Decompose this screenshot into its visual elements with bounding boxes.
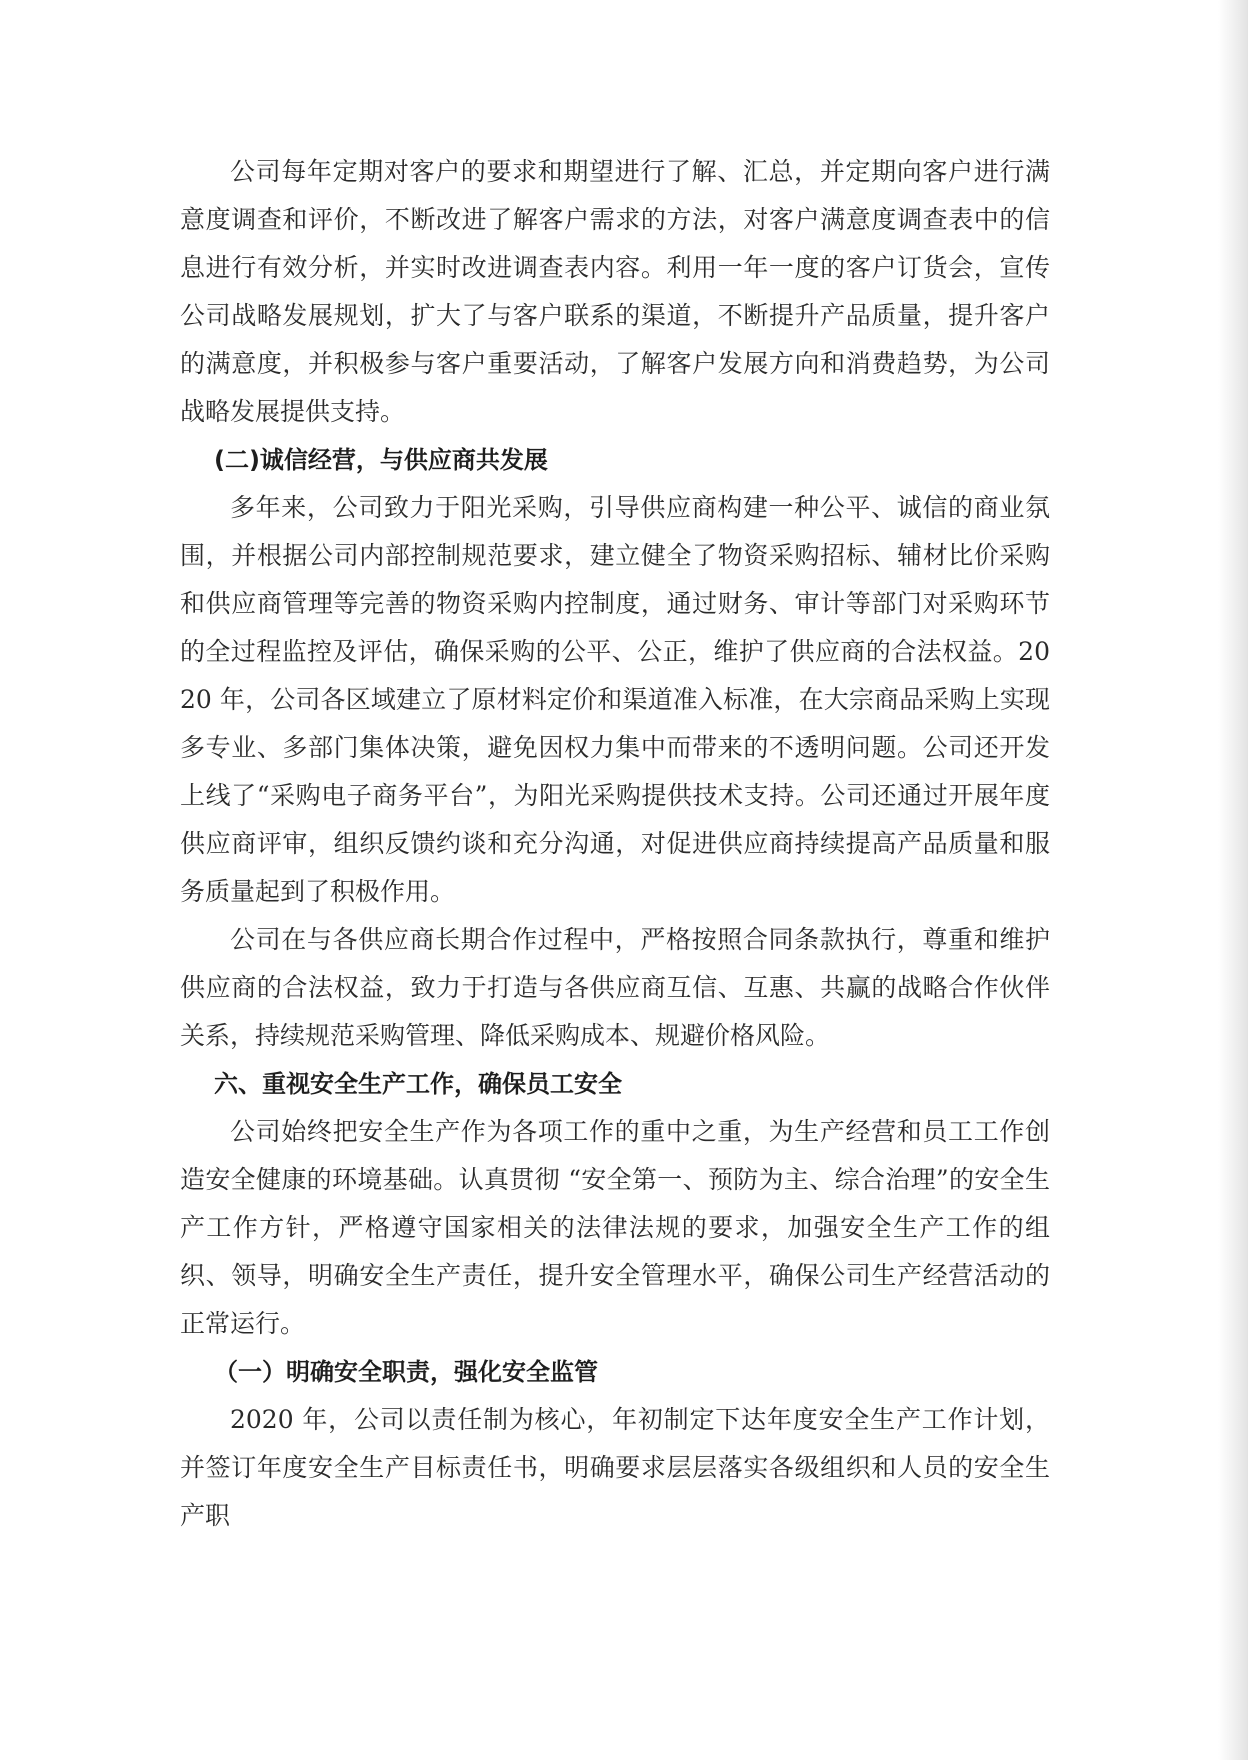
scan-shadow-edge [1218,0,1248,1760]
paragraph-sunshine-procurement: 多年来，公司致力于阳光采购，引导供应商构建一种公平、诚信的商业氛围，并根据公司内部控制规范要求，建立健全了物资采购招标、辅材比价采购和供应商管理等完善的物资采购内控制度，通过财务、审计等部门对采购环节的全过程监控及评估，确保采购的公平、公正，维护了供应商的合法权益。2020 年，公司各区域建立了原材料定价和渠道准入标准，在大宗商品采购上实现多专业、多部门集体决策，避免因权力集中而带来的不透明问题。公司还开发上线了“采购电子商务平台”，为阳光采购提供技术支持。公司还通过开展年度供应商评审，组织反馈约谈和充分沟通，对促进供应商持续提高产品质量和服务质量起到了积极作用。 [180,493,1050,906]
document-page [180,148,1050,1540]
paragraph-customer-satisfaction: 公司每年定期对客户的要求和期望进行了解、汇总，并定期向客户进行满意度调查和评价，不断改进了解客户需求的方法，对客户满意度调查表中的信息进行有效分析，并实时改进调查表内容。利用一年一度的客户订货会，宣传公司战略发展规划，扩大了与客户联系的渠道，不断提升产品质量，提升客户的满意度，并积极参与客户重要活动，了解客户发展方向和消费趋势，为公司战略发展提供支持。 [180,157,1050,426]
paragraph-supplier-cooperation: 公司在与各供应商长期合作过程中，严格按照合同条款执行，尊重和维护供应商的合法权益，致力于打造与各供应商互信、互惠、共赢的战略合作伙伴关系，持续规范采购管理、降低采购成本、规避价格风险。 [180,925,1050,1050]
section-heading-supplier-integrity: (二)诚信经营，与供应商共发展 [214,446,548,474]
paragraph-safety-policy: 公司始终把安全生产作为各项工作的重中之重，为生产经营和员工工作创造安全健康的环境基础。认真贯彻 “安全第一、预防为主、综合治理”的安全生产工作方针，严格遵守国家相关的法律法规的要求，加强安全生产工作的组织、领导，明确安全生产责任，提升安全管理水平，确保公司生产经营活动的正常运行。 [180,1117,1050,1338]
section-heading-safety-production: 六、重视安全生产工作，确保员工安全 [214,1070,622,1098]
section-heading-safety-responsibility: （一）明确安全职责，强化安全监管 [214,1358,598,1386]
paragraph-responsibility-system: 2020 年，公司以责任制为核心，年初制定下达年度安全生产工作计划，并签订年度安全生产目标责任书，明确要求层层落实各级组织和人员的安全生产职 [180,1405,1050,1530]
